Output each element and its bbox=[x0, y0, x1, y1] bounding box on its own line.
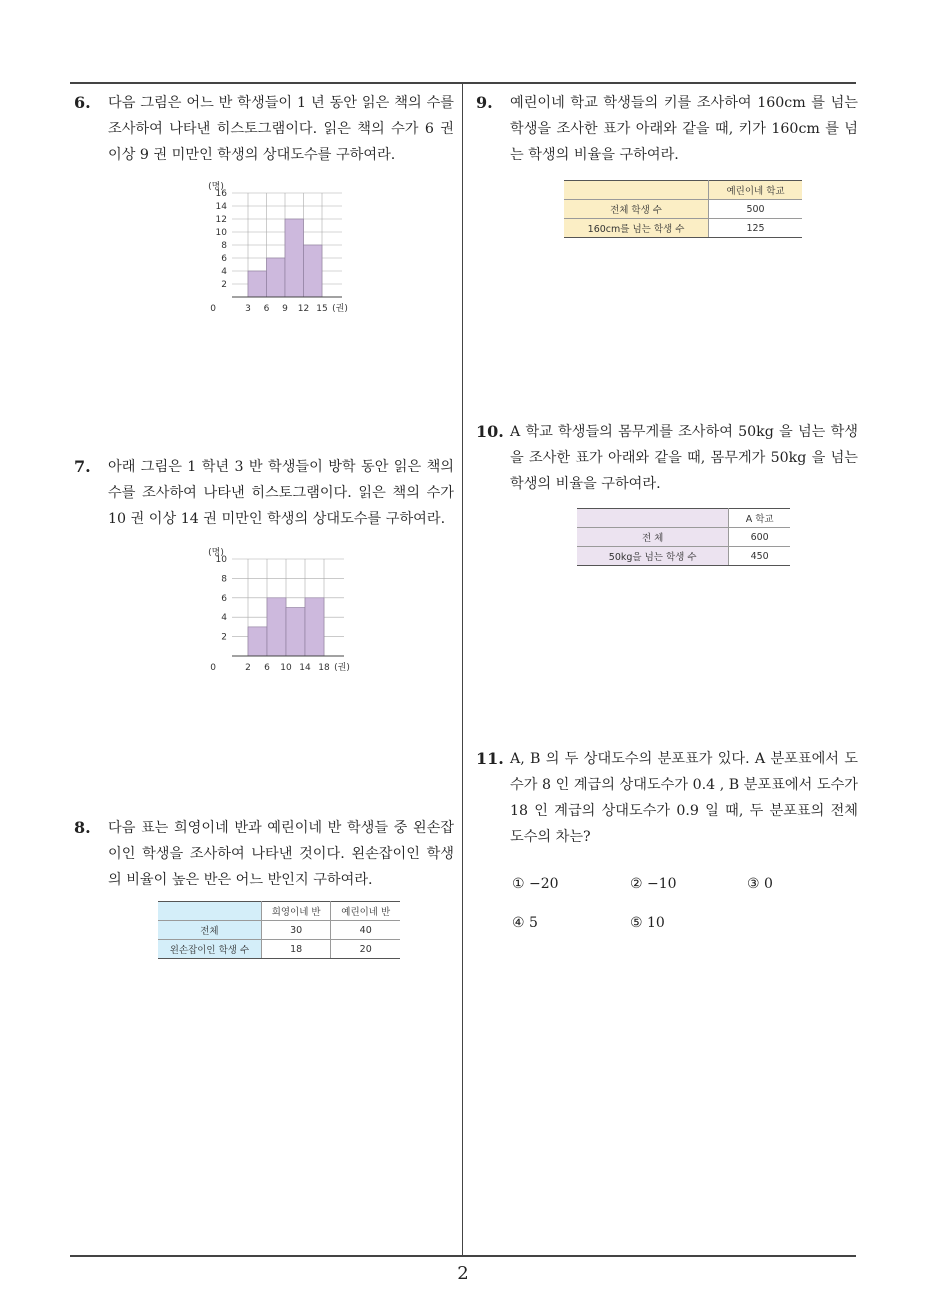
table-cell: 450 bbox=[729, 547, 790, 566]
question-number: 6. bbox=[74, 93, 91, 112]
y-tick-label: 10 bbox=[215, 555, 227, 565]
table-header-cell bbox=[577, 509, 729, 528]
histogram-bar bbox=[285, 219, 304, 297]
y-tick-label: 4 bbox=[221, 267, 227, 277]
option-4[interactable]: ④ 5 bbox=[512, 915, 538, 931]
table-row-label: 50kg을 넘는 학생 수 bbox=[577, 547, 729, 566]
option-5[interactable]: ⑤ 10 bbox=[630, 915, 665, 931]
y-tick-label: 6 bbox=[221, 254, 227, 264]
histogram-bar bbox=[248, 627, 267, 656]
question-text: A 학교 학생들의 몸무게를 조사하여 50kg 을 넘는 학생을 조사한 표가 아래와 같을 때, 몸무게가 50kg 을 넘는 학생의 비율을 구하여라. bbox=[510, 424, 858, 492]
y-tick-label: 6 bbox=[221, 593, 227, 604]
x-tick-label: 18 bbox=[318, 663, 330, 673]
x-tick-label: 14 bbox=[299, 663, 311, 673]
x-tick-label: 3 bbox=[245, 304, 251, 314]
x-tick-label: 9 bbox=[282, 304, 288, 314]
y-tick-label: 12 bbox=[215, 215, 227, 225]
top-rule bbox=[70, 82, 856, 84]
option-2[interactable]: ② −10 bbox=[630, 876, 677, 892]
table-header-cell: A 학교 bbox=[729, 509, 790, 528]
table-row-label: 전체 bbox=[158, 921, 261, 940]
question-number: 9. bbox=[476, 93, 493, 112]
table-cell: 18 bbox=[261, 940, 331, 959]
question-9 bbox=[476, 90, 858, 168]
x-axis-label: (권) bbox=[334, 663, 350, 673]
x-tick-label: 2 bbox=[245, 663, 251, 673]
question-text: A, B 의 두 상대도수의 분포표가 있다. A 분포표에서 도수가 8 인 계급의 상대도수가 0.4 , B 분포표에서 도수가 18 인 계급의 상대도수가 0.9 일 때, 두 분포표의 전체 도수의 차는? bbox=[510, 751, 858, 845]
option-1[interactable]: ① −20 bbox=[512, 876, 559, 892]
question-text: 예린이네 학교 학생들의 키를 조사하여 160cm 를 넘는 학생을 조사한 표가 아래와 같을 때, 키가 160cm 를 넘는 학생의 비율을 구하여라. bbox=[510, 95, 858, 163]
histogram-q6 bbox=[200, 172, 360, 317]
histogram-bar bbox=[248, 271, 267, 297]
question-number: 7. bbox=[74, 457, 91, 476]
y-tick-label: 4 bbox=[221, 613, 227, 624]
y-tick-label: 8 bbox=[221, 574, 227, 585]
y-tick-label: 0 bbox=[210, 663, 216, 673]
x-tick-label: 10 bbox=[280, 663, 292, 673]
question-10 bbox=[476, 419, 858, 497]
question-number: 8. bbox=[74, 818, 91, 837]
question-6 bbox=[74, 90, 454, 168]
table-cell: 600 bbox=[729, 528, 790, 547]
page-number: 2 bbox=[457, 1263, 469, 1284]
y-tick-label: 0 bbox=[210, 304, 216, 314]
table-row-label: 160cm를 넘는 학생 수 bbox=[564, 219, 709, 238]
x-axis-label: (권) bbox=[332, 304, 348, 314]
y-tick-label: 14 bbox=[215, 202, 227, 212]
table-cell: 500 bbox=[709, 200, 802, 219]
histogram-bar bbox=[286, 608, 305, 657]
histogram-q7 bbox=[200, 538, 360, 673]
y-tick-label: 10 bbox=[215, 228, 227, 238]
x-tick-label: 12 bbox=[297, 304, 310, 314]
x-tick-label: 6 bbox=[264, 663, 270, 673]
column-divider bbox=[462, 82, 463, 1257]
y-axis-label: (명) bbox=[208, 548, 224, 558]
table-row-label: 전 체 bbox=[577, 528, 729, 547]
table-row-label: 전체 학생 수 bbox=[564, 200, 709, 219]
y-axis-label: (명) bbox=[208, 182, 224, 192]
question-number: 10. bbox=[476, 422, 504, 441]
table-header-cell: 예린이네 학교 bbox=[709, 181, 802, 200]
table-q9 bbox=[564, 180, 802, 238]
table-header-cell: 예린이네 반 bbox=[331, 902, 400, 921]
table-cell: 30 bbox=[261, 921, 331, 940]
option-3[interactable]: ③ 0 bbox=[747, 876, 773, 892]
table-header-cell bbox=[158, 902, 261, 921]
table-cell: 40 bbox=[331, 921, 400, 940]
table-q10 bbox=[577, 508, 790, 566]
question-number: 11. bbox=[476, 749, 504, 768]
y-tick-label: 2 bbox=[221, 632, 227, 643]
table-row-label: 왼손잡이인 학생 수 bbox=[158, 940, 261, 959]
question-text: 다음 표는 희영이네 반과 예린이네 반 학생들 중 왼손잡이인 학생을 조사하여 나타낸 것이다. 왼손잡이인 학생의 비율이 높은 반은 어느 반인지 구하여라. bbox=[108, 820, 454, 888]
table-header-cell: 희영이네 반 bbox=[261, 902, 331, 921]
question-11 bbox=[476, 746, 858, 850]
table-cell: 125 bbox=[709, 219, 802, 238]
table-cell: 20 bbox=[331, 940, 400, 959]
histogram-bar bbox=[305, 598, 324, 656]
bottom-rule bbox=[70, 1255, 856, 1257]
y-tick-label: 16 bbox=[215, 189, 227, 199]
question-text: 다음 그림은 어느 반 학생들이 1 년 동안 읽은 책의 수를 조사하여 나타낸 히스토그램이다. 읽은 책의 수가 6 권 이상 9 권 미만인 학생의 상대도수를 구하여라. bbox=[108, 95, 454, 163]
question-text: 아래 그림은 1 학년 3 반 학생들이 방학 동안 읽은 책의 수를 조사하여 나타낸 히스토그램이다. 읽은 책의 수가 10 권 이상 14 권 미만인 학생의 상대도수를 구하여라. bbox=[108, 459, 454, 527]
y-tick-label: 8 bbox=[221, 241, 227, 251]
y-tick-label: 2 bbox=[221, 280, 227, 290]
x-tick-label: 15 bbox=[316, 304, 328, 314]
answer-options bbox=[512, 876, 852, 936]
table-q8 bbox=[158, 901, 400, 959]
table-header-cell bbox=[564, 181, 709, 200]
x-tick-label: 6 bbox=[263, 304, 270, 314]
question-8 bbox=[74, 815, 454, 893]
histogram-bar bbox=[267, 598, 286, 656]
histogram-bar bbox=[267, 258, 286, 297]
question-7 bbox=[74, 454, 454, 532]
histogram-bar bbox=[304, 245, 323, 297]
